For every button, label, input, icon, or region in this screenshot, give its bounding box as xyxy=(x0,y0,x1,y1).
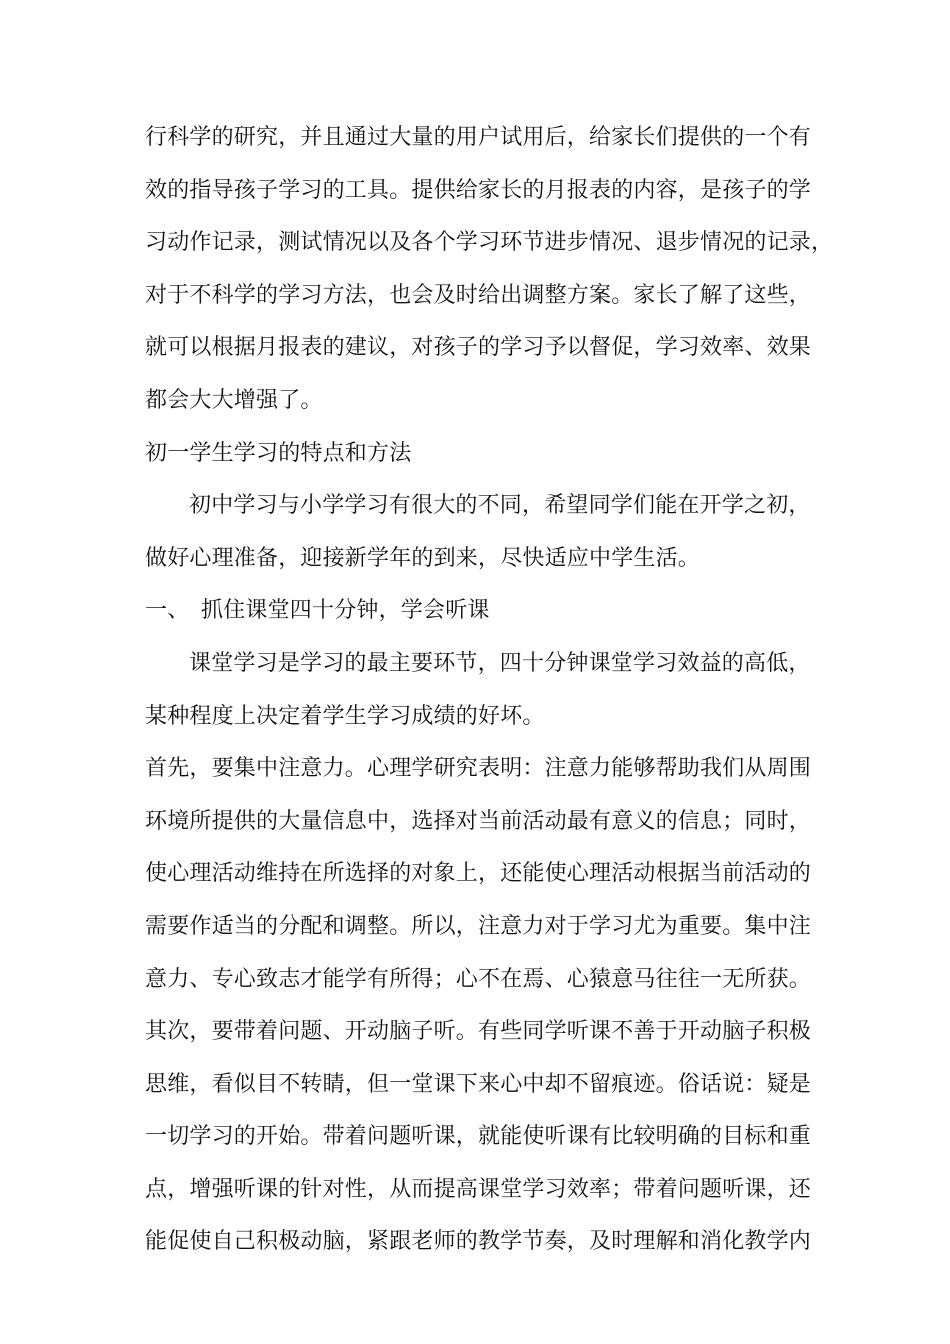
paragraph-line: 首先，要集中注意力。心理学研究表明：注意力能够帮助我们从周围 xyxy=(145,756,812,782)
paragraph-line: 效的指导孩子学习的工具。提供给家长的月报表的内容，是孩子的学 xyxy=(145,177,812,203)
paragraph-line: 初中学习与小学学习有很大的不同，希望同学们能在开学之初， xyxy=(189,493,811,519)
paragraph-line: 能促使自己积极动脑，紧跟老师的教学节奏，及时理解和消化教学内 xyxy=(145,1229,812,1255)
numbered-heading xyxy=(145,585,807,638)
paragraph-line: 意力、专心致志才能学有所得；心不在焉、心猿意马往往一无所获。 xyxy=(145,966,812,992)
section-heading: 初一学生学习的特点和方法 xyxy=(145,440,412,466)
paragraph-line: 行科学的研究，并且通过大量的用户试用后，给家长们提供的一个有 xyxy=(145,125,812,150)
paragraph-line: 一切学习的开始。带着问题听课，就能使听课有比较明确的目标和重 xyxy=(145,1124,812,1150)
paragraph-line: 某种程度上决定着学生学习成绩的好坏。 xyxy=(145,703,545,729)
paragraph-line: 其次，要带着问题、开动脑子听。有些同学听课不善于开动脑子积极 xyxy=(145,1019,812,1045)
paragraph-line: 思维，看似目不转睛，但一堂课下来心中却不留痕迹。俗话说：疑是 xyxy=(145,1071,812,1097)
paragraph-line: 环境所提供的大量信息中，选择对当前活动最有意义的信息；同时， xyxy=(145,808,812,834)
paragraph-line: 都会大大增强了。 xyxy=(145,387,323,413)
paragraph-line: 点，增强听课的针对性，从而提高课堂学习效率；带着问题听课，还 xyxy=(145,1176,812,1202)
document-body xyxy=(145,112,834,1269)
paragraph-line: 习动作记录，测试情况以及各个学习环节进步情况、退步情况的记录， xyxy=(145,230,834,256)
paragraph-line: 对于不科学的学习方法，也会及时给出调整方案。家长了解了这些， xyxy=(145,282,812,308)
paragraph-line: 就可以根据月报表的建议，对孩子的学习予以督促，学习效率、效果 xyxy=(145,335,812,361)
paragraph-line: 课堂学习是学习的最主要环节，四十分钟课堂学习效益的高低， xyxy=(189,650,811,676)
paragraph-line: 需要作适当的分配和调整。所以，注意力对于学习尤为重要。集中注 xyxy=(145,913,812,939)
heading-number: 一、 xyxy=(145,598,190,624)
paragraph-line: 做好心理准备，迎接新学年的到来，尽快适应中学生活。 xyxy=(145,545,701,571)
heading-text: 抓住课堂四十分钟，学会听课 xyxy=(201,598,490,624)
paragraph-line: 使心理活动维持在所选择的对象上，还能使心理活动根据当前活动的 xyxy=(145,861,812,887)
